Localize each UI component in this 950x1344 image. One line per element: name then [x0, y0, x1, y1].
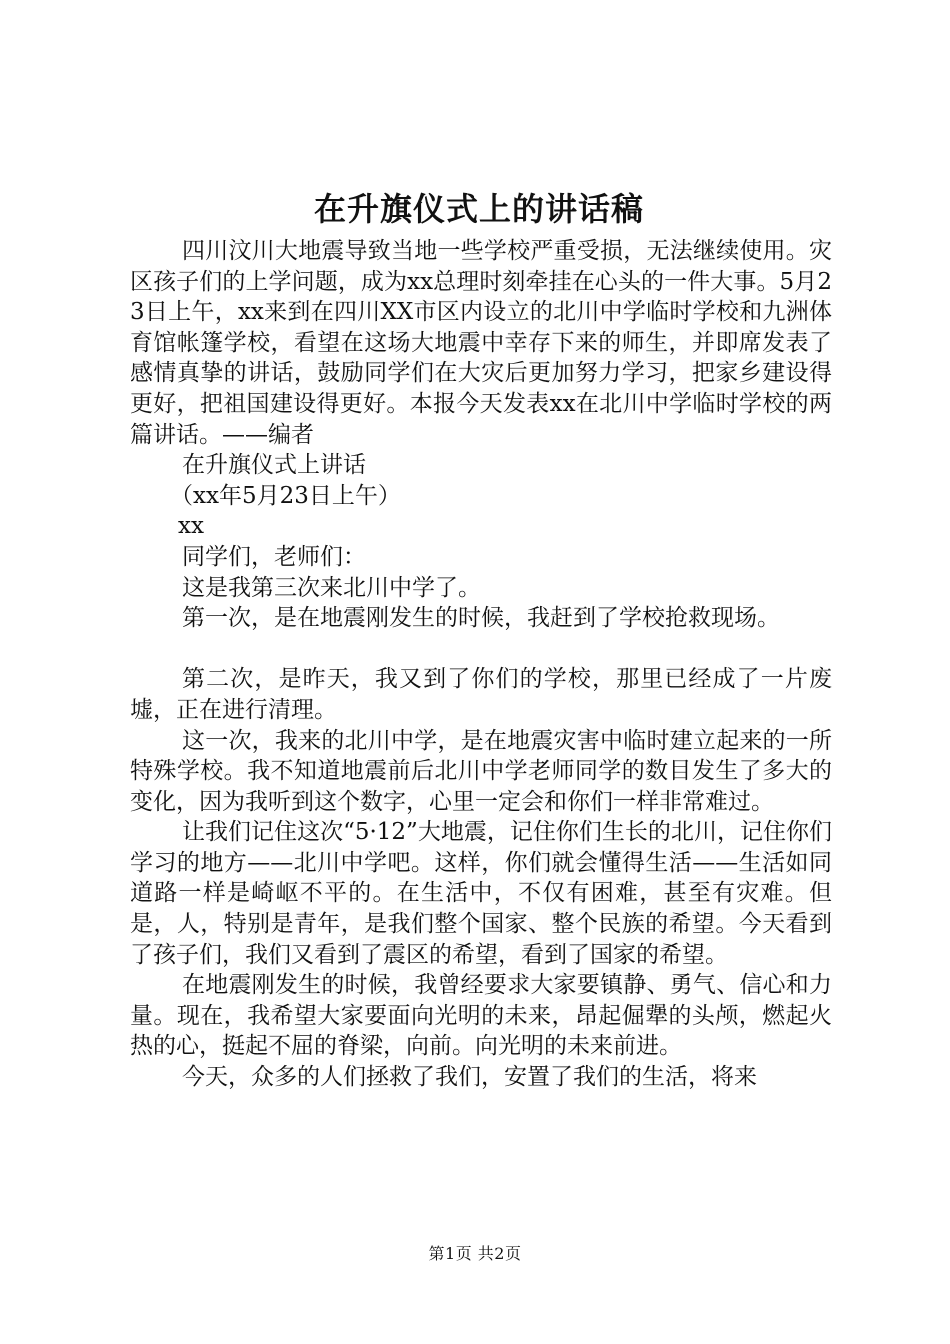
paragraph-this-visit: 这一次，我来的北川中学，是在地震灾害中临时建立起来的一所特殊学校。我不知道地震前后北川中学老师同学的数目发生了多大的变化，因为我听到这个数字，心里一定会和你们一样非常难过。: [130, 727, 832, 815]
blank-line: [130, 634, 832, 665]
paragraph-second-visit: 第二次，是昨天，我又到了你们的学校，那里已经成了一片废墟，正在进行清理。: [130, 666, 832, 723]
paragraph-speech-title: 在升旗仪式上讲话: [182, 452, 366, 479]
paragraph-third-visit: 这是我第三次来北川中学了。: [182, 574, 481, 601]
paragraph-intro: 四川汶川大地震导致当地一些学校严重受损，无法继续使用。灾区孩子们的上学问题，成为xx总理时刻牵挂在心头的一件大事。5月23日上午，xx来到在四川XX市区内设立的北川中学临时学校和九洲体育馆帐篷学校，看望在这场大地震中幸存下来的师生，并即席发表了感情真挚的讲话，鼓励同学们在大灾后更加努力学习，把家乡建设得更好，把祖国建设得更好。本报今天发表xx在北川中学临时学校的两篇讲话。——编者: [130, 238, 832, 448]
document-page: [130, 182, 832, 1093]
paragraph-today: 今天，众多的人们拯救了我们，安置了我们的生活，将来: [182, 1064, 757, 1091]
paragraph-speaker: xx: [178, 513, 204, 540]
page-footer: 第1页 共2页: [428, 1244, 522, 1263]
paragraph-remember: 让我们记住这次“5·12”大地震，记住你们生长的北川，记住你们学习的地方——北川中学吧。这样，你们就会懂得生活——生活如同道路一样是崎岖不平的。在生活中，不仅有困难，甚至有灾难。但是，人，特别是青年，是我们整个国家、整个民族的希望。今天看到了孩子们，我们又看到了震区的希望，看到了国家的希望。: [130, 819, 832, 968]
paragraph-first-visit: 第一次，是在地震刚发生的时候，我赶到了学校抢救现场。: [182, 605, 780, 632]
document-title: 在升旗仪式上的讲话稿: [313, 190, 644, 228]
paragraph-greeting: 同学们，老师们：: [182, 543, 366, 570]
paragraph-hope: 在地震刚发生的时候，我曾经要求大家要镇静、勇气、信心和力量。现在，我希望大家要面向光明的未来，昂起倔犟的头颅，燃起火热的心，挺起不屈的脊梁，向前。向光明的未来前进。: [130, 972, 832, 1060]
paragraph-speech-date: （xx年5月23日上午）: [170, 482, 401, 509]
